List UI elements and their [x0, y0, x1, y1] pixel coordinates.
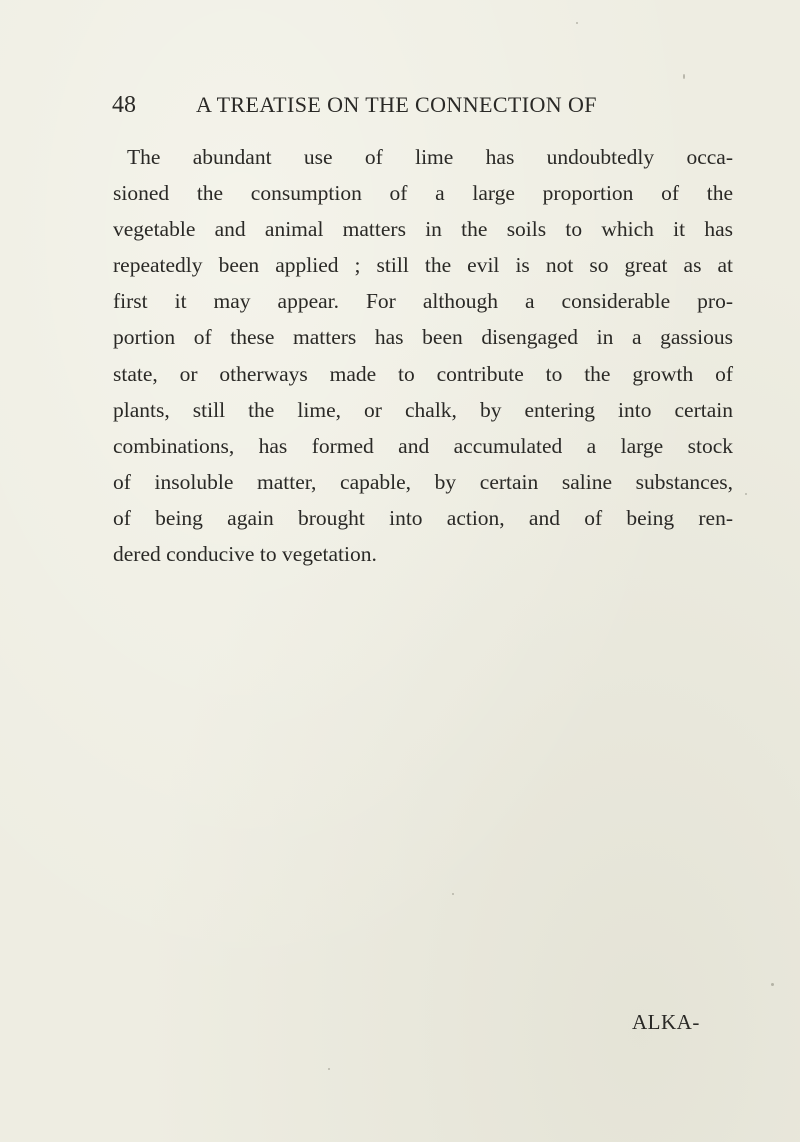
text-line: vegetable and animal matters in the soils to which it has — [113, 217, 733, 242]
paper-speck — [452, 893, 454, 895]
text-line: state, or otherways made to contribute to the growth of — [113, 361, 733, 386]
text-line: combinations, has formed and accumulated a large stock — [113, 433, 733, 458]
text-line: sioned the consumption of a large proportion of the — [113, 181, 733, 206]
page-number: 48 — [112, 92, 136, 118]
text-line: of insoluble matter, capable, by certain saline substances, — [113, 469, 733, 494]
text-line: portion of these matters has been disengaged in a gassious — [113, 325, 733, 350]
paragraph — [113, 139, 733, 572]
text-line: repeatedly been applied ; still the evil is not so great as at — [113, 253, 733, 278]
text-line: dered conducive to vegetation. — [113, 542, 377, 567]
text-line: first it may appear. For although a considerable pro- — [113, 289, 733, 314]
paper-speck — [771, 983, 774, 986]
text-line: The abundant use of lime has undoubtedly occa- — [127, 145, 733, 169]
paper-speck — [745, 493, 747, 495]
running-head — [112, 92, 642, 122]
paper-speck — [328, 1068, 330, 1070]
paper-speck — [576, 22, 578, 24]
text-line: plants, still the lime, or chalk, by entering into certain — [113, 397, 733, 422]
text-line: of being again brought into action, and of being ren- — [113, 505, 733, 530]
paper-speck — [683, 74, 685, 79]
catchword: ALKA- — [632, 1010, 700, 1034]
running-head-title: A TREATISE ON THE CONNECTION OF — [196, 92, 597, 117]
